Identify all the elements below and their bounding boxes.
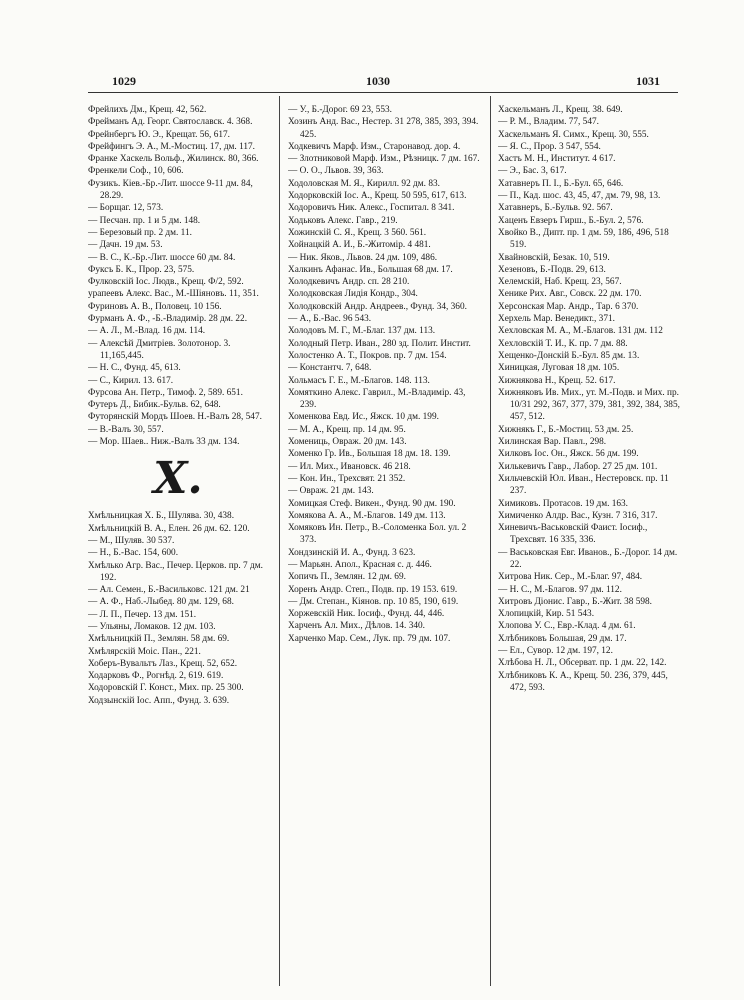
- directory-entry: — Васьковская Евг. Иванов., Б.-Дорог. 14 дм. 22.: [498, 547, 678, 570]
- directory-entry: — Константч. 7, 648.: [288, 363, 372, 374]
- directory-entry: Хоренъ Андр. Степ., Подв. пр. 19 153. 619.: [288, 584, 458, 595]
- directory-entry: Хлѣбова Н. Л., Обсерват. пр. 1 дм. 22, 142.: [498, 658, 667, 669]
- page-number-right: 1031: [636, 74, 660, 88]
- directory-entry: — Марьян. Апол., Красная с. д. 446.: [288, 559, 432, 570]
- directory-entry: Хатавнеръ, Б.-Бульв. 92. 567.: [498, 203, 613, 214]
- directory-entry: Ходзынскiй Iос. Апп., Фунд. 3. 639.: [88, 695, 230, 706]
- directory-entry: Харченко Мар. Сем., Лук. пр. 79 дм. 107.: [288, 633, 451, 644]
- directory-entry: Хомениць, Овраж. 20 дм. 143.: [288, 437, 407, 448]
- directory-entry: Хоменкова Евд. Ис., Яжск. 10 дм. 199.: [288, 412, 439, 423]
- directory-entry: — Р. М., Владим. 77, 547.: [498, 117, 599, 128]
- directory-entry: — М. А., Крещ. пр. 14 дм. 95.: [288, 424, 406, 435]
- directory-entry: Химиковъ. Протасов. 19 дм. 163.: [498, 498, 629, 509]
- directory-entry: Хезеновъ, Б.-Подв. 29, 613.: [498, 264, 606, 275]
- directory-entry: — Злотниковой Марф. Изм., Рѣзницк. 7 дм. 167.: [288, 154, 480, 165]
- directory-entry: — Мор. Шаев.. Ниж.-Валъ 33 дм. 134.: [88, 437, 240, 448]
- directory-entry: — Ник. Яков., Львов. 24 дм. 109, 486.: [288, 252, 438, 263]
- directory-entry: Холостенко А. Т., Покров. пр. 7 дм. 154.: [288, 350, 447, 361]
- directory-entry: Хитрова Ник. Сер., М.-Благ. 97, 484.: [498, 572, 643, 583]
- directory-column-2: [288, 104, 484, 984]
- section-letter: Х.: [153, 453, 203, 505]
- directory-entry: урапеевъ Алекс. Вас., М.-Шiяновъ. 11, 351.: [88, 289, 259, 300]
- directory-entry: — У., Б.-Дорог. 69 23, 553.: [288, 105, 392, 115]
- directory-entry: Химиченко Алдр. Вас., Кузн. 7 316, 317.: [498, 510, 658, 521]
- directory-entry: — Овраж. 21 дм. 143.: [288, 486, 374, 497]
- directory-entry: Хаценъ Евзеръ Гирш., Б.-Бул. 2, 576.: [498, 215, 644, 226]
- directory-entry: — Н. С., М.-Благов. 97 дм. 112.: [498, 584, 622, 595]
- directory-entry: Френкели Соф., 10, 606.: [88, 166, 184, 177]
- directory-entry: — Борщаг. 12, 573.: [88, 203, 164, 214]
- directory-entry: Хоржевскiй Ник. Iосиф., Фунд. 44, 446.: [288, 609, 445, 620]
- directory-entry: — Ил. Мих., Ивановск. 46 218.: [288, 461, 411, 472]
- directory-entry: Херхель Мар. Венедикт., 371.: [498, 314, 615, 325]
- directory-entry: Хмѣлько Агр. Вас., Печер. Церков. пр. 7 дм. 192.: [88, 560, 263, 583]
- directory-entry: — Ульяны, Ломаков. 12 дм. 103.: [88, 621, 216, 632]
- directory-entry: Хлопова У. С., Евр.-Клад. 4 дм. 61.: [498, 621, 636, 632]
- directory-entry: — А., Б.-Вас. 96 543.: [288, 314, 372, 325]
- page-number-middle: 1030: [366, 74, 390, 88]
- header-rule: [88, 92, 678, 93]
- directory-entry: Хондзинскiй И. А., Фунд. 3 623.: [288, 547, 416, 558]
- directory-entry: Хлѣбниковъ Большая, 29 дм. 17.: [498, 633, 627, 644]
- directory-entry: — Ел., Сувор. 12 дм. 197, 12.: [498, 646, 613, 657]
- column-divider: [279, 96, 280, 986]
- directory-entry: Ходорковскiй Iос. А., Крещ. 50 595, 617, 613.: [288, 191, 467, 202]
- directory-entry: Хехловская М. А., М.-Благов. 131 дм. 112: [498, 326, 663, 337]
- directory-entry: — Березовый пр. 2 дм. 11.: [88, 227, 192, 238]
- directory-entry: Харченъ Ал. Мих., Дѣлов. 14. 340.: [288, 621, 425, 632]
- directory-entry: Фузикъ. Кiев.-Бр.-Лит. шоссе 9-11 дм. 84, 28.29.: [88, 178, 253, 202]
- directory-entry: Хозинъ Анд. Вас., Нестер. 31 278, 385, 393, 394. 425.: [288, 117, 479, 140]
- directory-entry: Холодкевичъ Андр. сп. 28 210.: [288, 277, 410, 288]
- directory-entry: Хмѣльницкiй П., Землян. 58 дм. 69.: [88, 634, 230, 645]
- directory-entry: — Дм. Степан., Кiянов. пр. 10 85, 190, 619.: [288, 596, 459, 607]
- directory-entry: Фрейманъ Ад. Георг. Святославск. 4. 368.: [88, 117, 253, 128]
- directory-entry: Хаскельманъ Л., Крещ. 38. 649.: [498, 105, 623, 115]
- directory-entry: Хомицкая Стеф. Викен., Фунд. 90 дм. 190.: [288, 498, 456, 509]
- directory-entry: Франке Хаскель Вольф., Жилинск. 80, 366.: [88, 154, 259, 165]
- directory-entry: — О. О., Львов. 39, 363.: [288, 166, 384, 177]
- directory-entry: — Н., Б.-Вас. 154, 600.: [88, 548, 179, 559]
- directory-entry: Хмѣльницкая Х. Б., Шулява. 30, 438.: [88, 511, 235, 522]
- directory-entry: Фрейнбергъ Ю. Э., Крещат. 56, 617.: [88, 129, 230, 140]
- directory-entry: Хоберъ-Вувальтъ Лаз., Крещ. 52, 652.: [88, 658, 238, 669]
- directory-entry: Халкинъ Афанас. Ив., Большая 68 дм. 17.: [288, 264, 453, 275]
- directory-entry: Хилькевичъ Гавр., Лабор. 27 25 дм. 101.: [498, 461, 658, 472]
- directory-entry: Хомяткино Алекс. Гаврил., М.-Владимiр. 43, 239.: [288, 387, 466, 411]
- directory-column-1: [88, 104, 268, 984]
- directory-entry: — Алексѣй Дмитрiев. Золотонор. 3. 11,165,445.: [88, 338, 231, 361]
- directory-entry: Хехловскiй Т. И., К. пр. 7 дм. 88.: [498, 338, 628, 349]
- directory-entry: Хильчевскiй Юл. Иван., Нестеровск. пр. 11 237.: [498, 473, 669, 497]
- directory-entry: Ходоровичъ Ник. Алекс., Госпитал. 8 341.: [288, 203, 455, 214]
- directory-entry: Хомякова А. А., М.-Благов. 149 дм. 113.: [288, 510, 446, 521]
- directory-entry: Хмѣлярскiй Моiс. Пан., 221.: [88, 646, 201, 657]
- directory-entry: Хижнякъ Г., Б.-Мостиц. 53 дм. 25.: [498, 424, 634, 435]
- directory-entry: Холодовъ М. Г., М.-Благ. 137 дм. 113.: [288, 326, 436, 337]
- directory-entry: — Э., Бас. 3, 617.: [498, 166, 567, 177]
- directory-entry: Фуксъ Б. К., Прор. 23, 575.: [88, 264, 195, 275]
- directory-entry: — М., Шуляв. 30 537.: [88, 535, 175, 546]
- directory-entry: Фуриновъ А. В., Половец. 10 156.: [88, 301, 222, 312]
- directory-entry: — Дачн. 19 дм. 53.: [88, 240, 163, 251]
- directory-entry: Хитровъ Дiонис. Гавр., Б.-Жит. 38 598.: [498, 596, 652, 607]
- directory-entry: Хвайновскiй, Безак. 10, 519.: [498, 252, 610, 263]
- directory-entry: — Кон. Ин., Трехсвят. 21 352.: [288, 473, 406, 484]
- directory-entry: Хиневичъ-Васьковскiй Фаист. Iосиф., Трехсвят. 16 335, 336.: [498, 523, 648, 546]
- directory-entry: — А. Л., М.-Влад. 16 дм. 114.: [88, 326, 206, 337]
- directory-entry: Хойнацкiй А. И., Б.-Житомiр. 4 481.: [288, 240, 431, 251]
- directory-entry: Фулковскiй Iос. Людв., Крещ. Ф/2, 592.: [88, 277, 244, 288]
- directory-entry: Хилинская Вар. Павл., 298.: [498, 437, 607, 448]
- directory-entry: — Песчан. пр. 1 и 5 дм. 148.: [88, 215, 201, 226]
- column-divider: [490, 96, 491, 986]
- directory-entry: — Ал. Семен., Б.-Васильковс. 121 дм. 21: [88, 585, 250, 596]
- directory-entry: — В.-Валъ 30, 557.: [88, 424, 164, 435]
- directory-entry: Ходкевичъ Марф. Изм., Старонавод. дор. 4.: [288, 141, 461, 152]
- directory-entry: Хлѣбниковъ К. А., Крещ. 50. 236, 379, 445, 472, 593.: [498, 670, 668, 693]
- directory-entry: Футорянскiй Мордъ Шоев. Н.-Валъ 28, 547.: [88, 412, 262, 423]
- page-number-left: 1029: [112, 74, 136, 88]
- directory-entry: — Я. С., Прор. 3 547, 554.: [498, 141, 601, 152]
- directory-entry: Хомяковъ Ин. Петр., В.-Соломенка Бол. ул. 2 373.: [288, 523, 467, 546]
- directory-entry: Хижнякова Н., Крещ. 52. 617.: [498, 375, 616, 386]
- directory-entry: Хелемскiй, Наб. Крещ. 23, 567.: [498, 277, 622, 288]
- directory-entry: Холодковская Лидiя Кондр., 304.: [288, 289, 418, 300]
- directory-entry: — С., Кирил. 13. 617.: [88, 375, 174, 386]
- directory-entry: Холодный Петр. Иван., 280 зд. Полит. Инстит.: [288, 338, 471, 349]
- directory-entry: Хенике Рих. Авг., Совск. 22 дм. 170.: [498, 289, 642, 300]
- directory-entry: Хопичъ П., Землян. 12 дм. 69.: [288, 572, 406, 583]
- directory-entry: Холодковскiй Андр. Андреев., Фунд. 34, 360.: [288, 301, 467, 312]
- directory-entry: Хожинскiй С. Я., Крещ. 3 560. 561.: [288, 227, 427, 238]
- directory-entry: Ходоловская М. Я., Кирилл. 92 дм. 83.: [288, 178, 440, 189]
- directory-entry: Фрейфингъ Э. А., М.-Мостиц. 17, дм. 117.: [88, 141, 256, 152]
- directory-entry: Фрейлихъ Дм., Крещ. 42, 562.: [88, 105, 207, 115]
- directory-entry: Ходарковъ Ф., Рогнѣд. 2, 619. 619.: [88, 671, 224, 682]
- directory-entry: Херсонская Мар. Андр., Тар. 6 370.: [498, 301, 639, 312]
- directory-entry: Хещенко-Донскiй Б.-Бул. 85 дм. 13.: [498, 350, 640, 361]
- directory-entry: Ходоровскiй Г. Конст., Мих. пр. 25 300.: [88, 683, 244, 694]
- directory-entry: — Л. П., Печер. 13 дм. 151.: [88, 609, 197, 620]
- directory-entry: Футеръ Д., Бибик.-Бульв. 62, 648.: [88, 400, 221, 411]
- directory-entry: Хоменко Гр. Ив., Большая 18 дм. 18. 139.: [288, 449, 451, 460]
- directory-entry: Хатавнеръ П. I., Б.-Бул. 65, 646.: [498, 178, 624, 189]
- directory-entry: — Н. С., Фунд. 45, 613.: [88, 363, 181, 374]
- directory-entry: Хлопицкiй, Кир. 51 543.: [498, 609, 595, 620]
- directory-entry: Хижняковъ Ив. Мих., ут. М.-Подв. и Мих. пр. 10/31 292, 367, 377, 379, 381, 392, 384, 385, 457, 512.: [498, 387, 680, 423]
- directory-entry: Хиницкая, Луговая 18 дм. 105.: [498, 363, 620, 374]
- directory-entry: Хвойко В., Дипт. пр. 1 дм. 59, 186, 496, 518 519.: [498, 227, 669, 251]
- directory-entry: — В. С., К.-Бр.-Лит. шоссе 60 дм. 84.: [88, 252, 236, 263]
- directory-entry: Фурсова Ан. Петр., Тимоф. 2, 589. 651.: [88, 387, 243, 398]
- directory-entry: Фурманъ А. Ф., -Б.-Владимiр. 28 дм. 22.: [88, 314, 248, 325]
- directory-entry: Хилковъ Iос. Он., Яжск. 56 дм. 199.: [498, 449, 639, 460]
- directory-entry: — А. Ф., Наб.-Лыбед. 80 дм. 129, 68.: [88, 597, 234, 608]
- directory-entry: Ходьковъ Алекс. Гавр., 219.: [288, 215, 398, 226]
- directory-entry: Хмѣльницкiй В. А., Елен. 26 дм. 62. 120.: [88, 523, 250, 534]
- directory-entry: Хастъ М. Н., Институт. 4 617.: [498, 154, 616, 165]
- directory-entry: Хаскельманъ Я. Симх., Крещ. 30, 555.: [498, 129, 649, 140]
- directory-entry: Хольмасъ Г. Е., М.-Благов. 148. 113.: [288, 375, 430, 386]
- directory-entry: — П., Кад. шос. 43, 45, 47, дм. 79, 98, 13.: [498, 191, 661, 202]
- directory-column-3: [498, 104, 684, 984]
